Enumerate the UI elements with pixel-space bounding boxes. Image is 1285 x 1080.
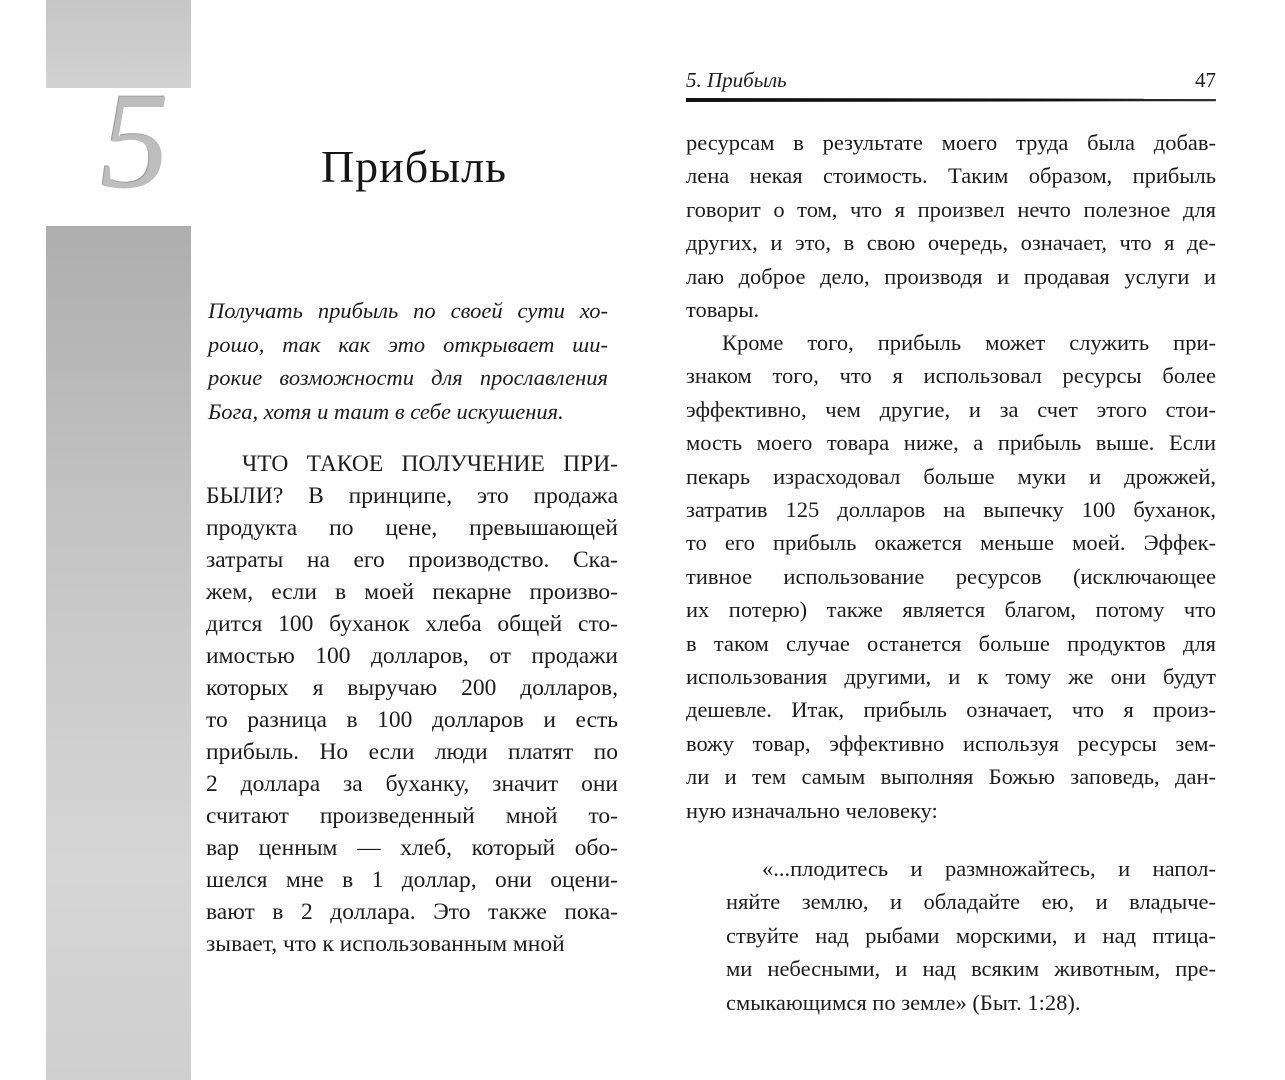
page-number: 47 xyxy=(1195,68,1216,92)
chapter-number: 5 xyxy=(100,64,170,217)
text-line: считают произведенный мной то- xyxy=(206,803,618,829)
running-head xyxy=(686,68,1216,93)
text-line: затратив 125 долларов на выпечку 100 буханок, xyxy=(686,497,1216,523)
text-line: которых я выручаю 200 долларов, xyxy=(206,675,618,701)
text-line: рокие возможности для прославления xyxy=(208,365,608,390)
text-line: шелся мне в 1 доллар, они оцени- xyxy=(206,867,618,893)
text-line: дешевле. Итак, прибыль означает, что я произ- xyxy=(686,697,1216,723)
text-line: знаком того, что я использовал ресурсы более xyxy=(686,363,1216,389)
text-line: 2 доллара за буханку, значит они xyxy=(206,771,618,797)
text-line: лена некая стоимость. Таким образом, прибыль xyxy=(686,163,1216,189)
text-line: ствуйте над рыбами морскими, и над птица- xyxy=(726,922,1216,948)
text-line: Получать прибыль по своей сути хо- xyxy=(208,298,608,323)
text-line: няйте землю, и обладайте ею, и владыче- xyxy=(726,889,1216,915)
text-line: товары. xyxy=(686,297,760,323)
text-line: использования другими, и к тому же они будут xyxy=(686,664,1216,690)
text-line: ми небесными, и над всяким животным, пре- xyxy=(726,956,1216,982)
right-page-paragraph-2 xyxy=(686,326,1216,827)
text-line: говорит о том, что я произвел нечто полезное для xyxy=(686,196,1216,222)
text-line: ЧТО ТАКОЕ ПОЛУЧЕНИЕ ПРИ- xyxy=(242,451,618,477)
scripture-quote xyxy=(726,852,1216,1019)
text-line: их потерю) также является благом, потому что xyxy=(686,597,1216,623)
text-line: дится 100 буханок хлеба общей сто- xyxy=(206,611,618,637)
text-line: имостью 100 долларов, от продажи xyxy=(206,643,618,669)
epigraph xyxy=(208,294,608,428)
text-line: других, и это, в свою очередь, означает, что я де- xyxy=(686,230,1216,256)
left-page-body xyxy=(206,448,618,960)
text-line: ли и тем самым выполняя Божью заповедь, дан- xyxy=(686,764,1216,790)
text-line: тивное использование ресурсов (исключающее xyxy=(686,563,1216,589)
text-line: лаю доброе дело, производя и продавая услуги и xyxy=(686,263,1216,289)
text-line: вар ценным — хлеб, который обо- xyxy=(206,835,618,861)
text-line: рошо, так как это открывает ши- xyxy=(208,331,608,357)
running-head-rule xyxy=(686,98,1216,102)
text-line: ресурсам в результате моего труда была добав- xyxy=(686,130,1216,155)
text-line: смыкающимся по земле» (Быт. 1:28). xyxy=(726,989,1081,1015)
text-line: Бога, хотя и таит в себе искушения. xyxy=(208,398,564,424)
text-line: жем, если в моей пекарне произво- xyxy=(206,579,618,605)
decorative-bar-left xyxy=(46,226,191,1080)
text-line: «...плодитесь и размножайтесь, и напол- xyxy=(762,856,1216,881)
text-line: мость моего товара ниже, а прибыль выше. Если xyxy=(686,430,1216,456)
text-line: вожу товар, эффективно используя ресурсы зем- xyxy=(686,730,1216,756)
text-line: пекарь израсходовал больше муки и дрожжей, xyxy=(686,463,1216,489)
text-line: БЫЛИ? В принципе, это продажа xyxy=(206,483,618,509)
text-line: зывает, что к использованным мной xyxy=(206,931,565,957)
text-line: затраты на его производство. Ска- xyxy=(206,547,618,573)
text-line: ную изначально человеку: xyxy=(686,797,938,823)
running-head-title: 5. Прибыль xyxy=(686,68,787,92)
text-line: продукта по цене, превышающей xyxy=(206,515,618,541)
text-line: в таком случае останется больше продуктов для xyxy=(686,630,1216,656)
text-line: вают в 2 доллара. Это также пока- xyxy=(206,899,618,925)
text-line: эффективно, чем другие, и за счет этого стои- xyxy=(686,396,1216,422)
text-line: то разница в 100 долларов и есть xyxy=(206,707,618,733)
text-line: прибыль. Но если люди платят по xyxy=(206,739,618,765)
right-page-paragraph-1 xyxy=(686,126,1216,326)
text-line: то его прибыль окажется меньше моей. Эффек- xyxy=(686,530,1216,556)
chapter-title: Прибыль xyxy=(320,141,508,192)
text-line: Кроме того, прибыль может служить при- xyxy=(722,330,1216,355)
